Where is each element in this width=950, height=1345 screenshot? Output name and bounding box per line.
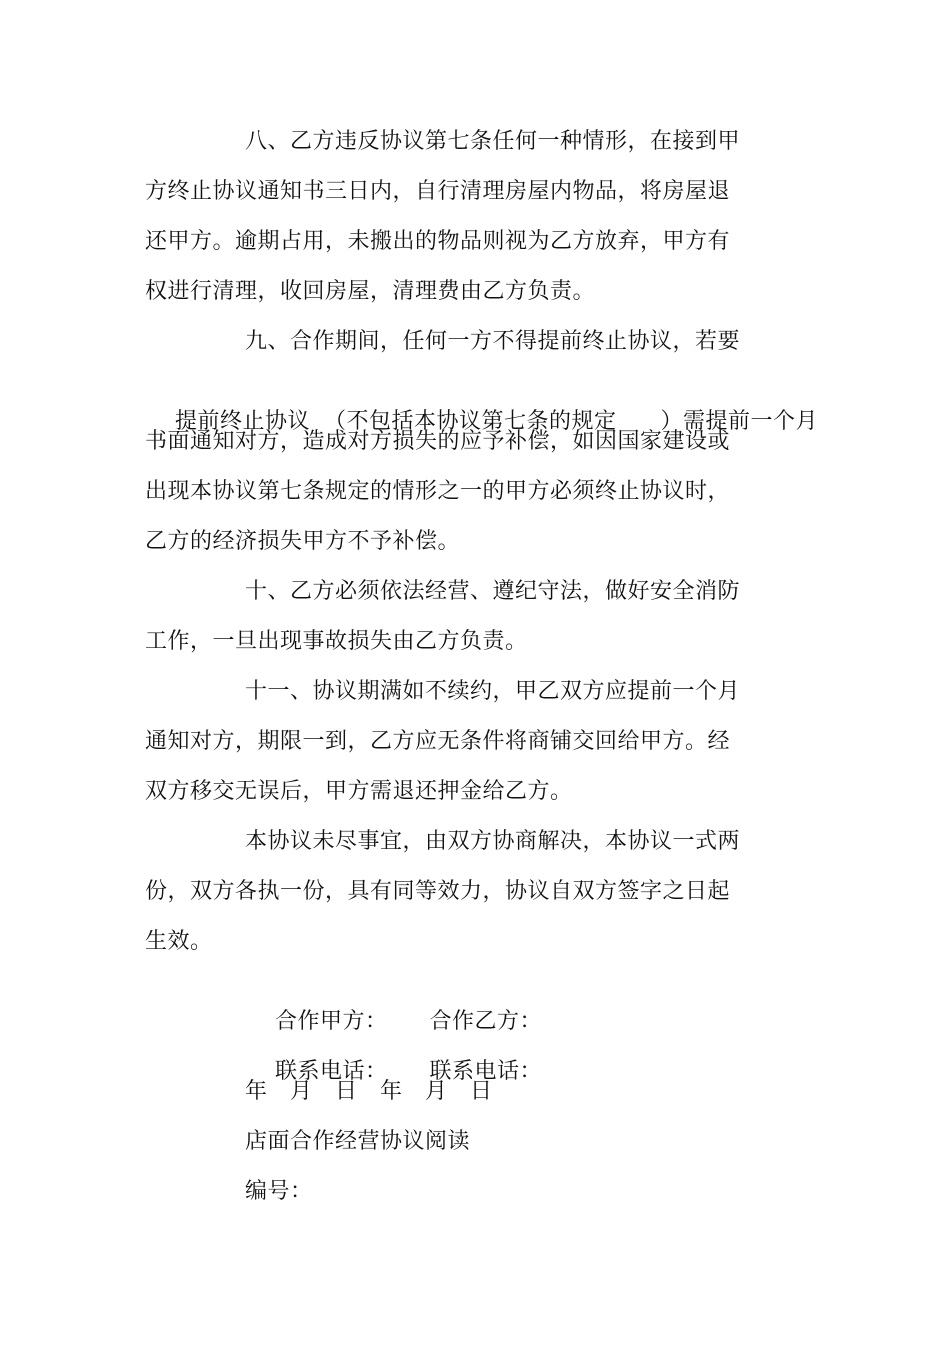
- article-9-line-2-part-c: ）需提前一个月: [660, 409, 819, 434]
- article-8-line-1: 八、乙方违反协议第七条任何一种情形，在接到甲: [245, 129, 741, 154]
- article-9-line-2-part-a: 提前终止协议: [174, 409, 310, 434]
- article-11-line-1: 十一、协议期满如不续约，甲乙双方应提前一个月: [245, 679, 741, 704]
- article-11-line-3: 双方移交无误后，甲方需退还押金给乙方。: [145, 779, 573, 804]
- closing-clause-line-1: 本协议未尽事宜，由双方协商解决，本协议一式两: [245, 829, 741, 854]
- party-a-label: 合作甲方：: [274, 1009, 388, 1034]
- closing-clause-line-2: 份，双方各执一份，具有同等效力，协议自双方签字之日起: [145, 879, 731, 904]
- article-9-line-3: 书面通知对方，造成对方损失的应予补偿，如因国家建设或: [145, 429, 731, 454]
- article-9-line-4: 出现本协议第七条规定的情形之一的甲方必须终止协议时，: [145, 479, 731, 504]
- article-9-line-2-part-b: （不包括本协议第七条的规定: [324, 409, 617, 434]
- phone-b-label: 联系电话：: [429, 1059, 543, 1084]
- article-10-line-1: 十、乙方必须依法经营、遵纪守法，做好安全消防: [245, 579, 741, 604]
- signature-date-row: 年 月 日 年 月 日: [245, 1079, 493, 1104]
- phone-a-label: 联系电话：: [274, 1059, 388, 1084]
- party-b-label: 合作乙方：: [429, 1009, 543, 1034]
- article-11-line-2: 通知对方，期限一到，乙方应无条件将商铺交回给甲方。经: [145, 729, 731, 754]
- article-10-line-2: 工作，一旦出现事故损失由乙方负责。: [145, 629, 528, 654]
- article-8-line-2: 方终止协议通知书三日内，自行清理房屋内物品，将房屋退: [145, 179, 731, 204]
- article-9-line-1: 九、合作期间，任何一方不得提前终止协议，若要: [245, 329, 741, 354]
- closing-clause-line-3: 生效。: [145, 929, 213, 954]
- article-8-line-3: 还甲方。逾期占用，未搬出的物品则视为乙方放弃，甲方有: [145, 229, 731, 254]
- number-label: 编号：: [245, 1179, 313, 1204]
- document-title: 店面合作经营协议阅读: [245, 1129, 471, 1154]
- article-8-line-4: 权进行清理，收回房屋，清理费由乙方负责。: [145, 279, 596, 304]
- article-9-line-5: 乙方的经济损失甲方不予补偿。: [145, 529, 461, 554]
